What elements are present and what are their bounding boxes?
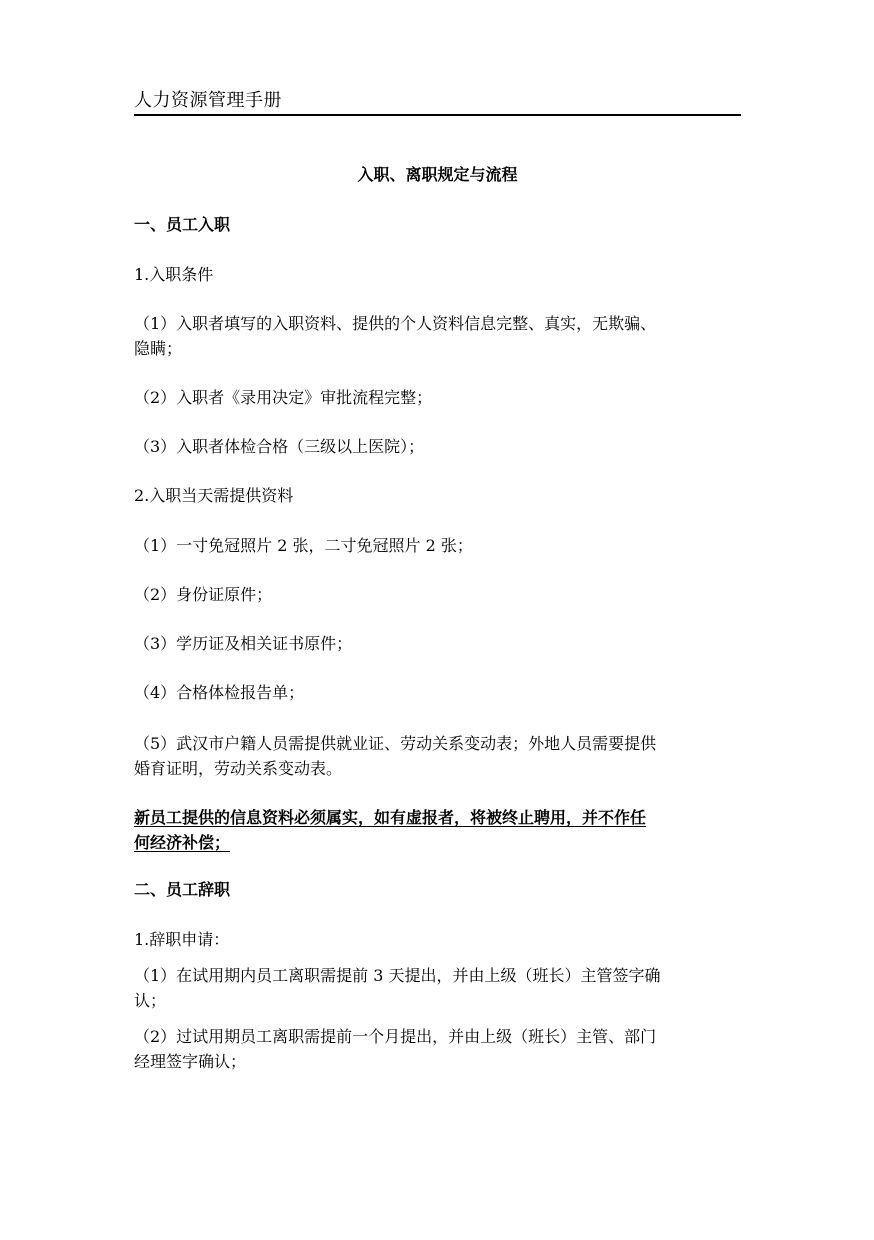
document-item-1: （1）一寸免冠照片 2 张，二寸免冠照片 2 张； — [134, 536, 473, 555]
document-item-3: （3）学历证及相关证书原件； — [134, 634, 353, 653]
notice-line-2: 何经济补偿； — [134, 833, 231, 852]
condition-item-3: （3）入职者体检合格（三级以上医院）； — [134, 437, 425, 456]
resignation-item-2-line-2: 经理签字确认； — [134, 1052, 247, 1071]
subheading-required-documents: 2.入职当天需提供资料 — [134, 486, 294, 505]
subheading-onboarding-conditions: 1.入职条件 — [134, 265, 214, 284]
header-divider — [134, 114, 741, 116]
section-heading-resignation: 二、员工辞职 — [134, 880, 231, 899]
resignation-item-2-line-1: （2）过试用期员工离职需提前一个月提出，并由上级（班长）主管、部门 — [134, 1027, 657, 1046]
notice-line-1: 新员工提供的信息资料必须属实，如有虚报者，将被终止聘用，并不作任 — [134, 808, 647, 827]
condition-item-1-line-2: 隐瞒； — [134, 339, 183, 358]
document-item-5-line-1: （5）武汉市户籍人员需提供就业证、劳动关系变动表；外地人员需要提供 — [134, 734, 657, 753]
resignation-item-1-line-2: 认； — [134, 991, 167, 1010]
condition-item-1-line-1: （1）入职者填写的入职资料、提供的个人资料信息完整、真实，无欺骗、 — [134, 314, 657, 333]
document-item-4: （4）合格体检报告单； — [134, 683, 305, 702]
subheading-resignation-application: 1.辞职申请： — [134, 930, 230, 949]
document-title: 入职、离职规定与流程 — [357, 165, 518, 184]
document-item-2: （2）身份证原件； — [134, 585, 273, 604]
section-heading-onboarding: 一、员工入职 — [134, 215, 231, 234]
document-item-5-line-2: 婚育证明，劳动关系变动表。 — [134, 759, 343, 778]
resignation-item-1-line-1: （1）在试用期内员工离职需提前 3 天提出，并由上级（班长）主管签字确 — [134, 966, 661, 985]
condition-item-2: （2）入职者《录用决定》审批流程完整； — [134, 388, 433, 407]
header-title: 人力资源管理手册 — [134, 90, 282, 111]
